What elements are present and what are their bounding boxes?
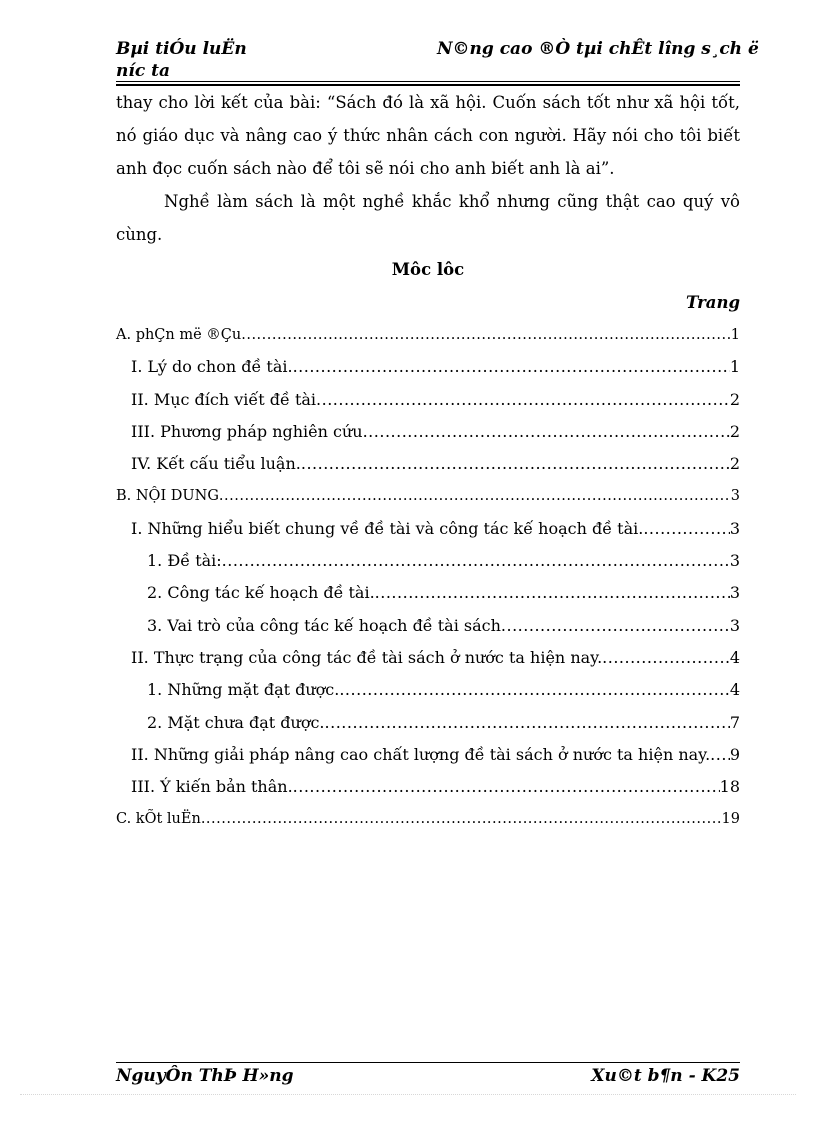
toc-entry[interactable]: I. Lý do chon đề tài. ..... 1 — [116, 351, 740, 383]
toc-entry[interactable]: 2. Mặt chưa đạt được. ..... 7 — [116, 707, 740, 739]
toc-entry[interactable]: 3. Vai trò của công tác kế hoạch đề tài sách ..... 3 — [116, 610, 740, 642]
toc-title: Môc lôc — [391, 260, 465, 279]
toc-page-label: Trang — [686, 293, 740, 312]
toc-entry[interactable]: II. Thực trạng của công tác đề tài sách ở nước ta hiện nay. ..... 4 — [116, 642, 740, 674]
toc-entry[interactable]: 1. Đề tài: ..... 3 — [116, 545, 740, 577]
header-left — [116, 38, 247, 82]
toc-entry[interactable]: I. Những hiểu biết chung về đề tài và công tác kế hoạch đề tài. ..... 3 — [116, 513, 740, 545]
header-left-line1: Bµi tiÓu luËn — [116, 39, 247, 59]
header-right: N©ng cao ®Ò tµi chÊt lîng s¸ch ë — [437, 39, 759, 59]
toc-entry[interactable]: A. phÇn më ®Çu ..... 1 — [116, 319, 740, 351]
paragraph-1: thay cho lời kết của bài: “Sách đó là xã hội. Cuốn sách tốt như xã hội tốt, nó giáo dục và nâng cao ý thức nhân cách con người. Hãy nói cho tôi biết anh đọc cuốn sách nào để tôi sẽ nói cho anh biết anh là ai”. — [116, 93, 740, 178]
paragraph-2: Nghề làm sách là một nghề khắc khổ nhưng cũng thật cao quý vô cùng. — [116, 192, 740, 244]
toc-entry[interactable]: III. Phương pháp nghiên cứu ..... 2 — [116, 416, 740, 448]
toc-entry[interactable]: 1. Những mặt đạt được. ..... 4 — [116, 674, 740, 706]
toc-entry[interactable]: 2. Công tác kế hoạch đề tài. ..... 3 — [116, 577, 740, 609]
header-rule-thin — [116, 81, 740, 82]
toc-entry[interactable]: B. NỘI DUNG ..... 3 — [116, 480, 740, 512]
footer-rule — [116, 1062, 740, 1063]
header-left-line2: níc ta — [116, 61, 170, 81]
page-edge — [20, 1094, 796, 1095]
footer-class: Xu©t b¶n - K25 — [591, 1066, 740, 1086]
footer-author: NguyÔn ThÞ H»ng — [116, 1066, 294, 1086]
table-of-contents — [116, 319, 740, 836]
toc-entry[interactable]: C. kÕt luËn ..... 19 — [116, 803, 740, 835]
toc-entry[interactable]: III. Ý kiến bản thân. ..... 18 — [116, 771, 740, 803]
toc-entry[interactable]: IV. Kết cấu tiểu luận. ..... 2 — [116, 448, 740, 480]
toc-entry[interactable]: II. Những giải pháp nâng cao chất lượng đề tài sách ở nước ta hiện nay. ..... 9 — [116, 739, 740, 771]
document-body — [116, 86, 740, 836]
toc-entry[interactable]: II. Mục đích viết đề tài ..... 2 — [116, 384, 740, 416]
